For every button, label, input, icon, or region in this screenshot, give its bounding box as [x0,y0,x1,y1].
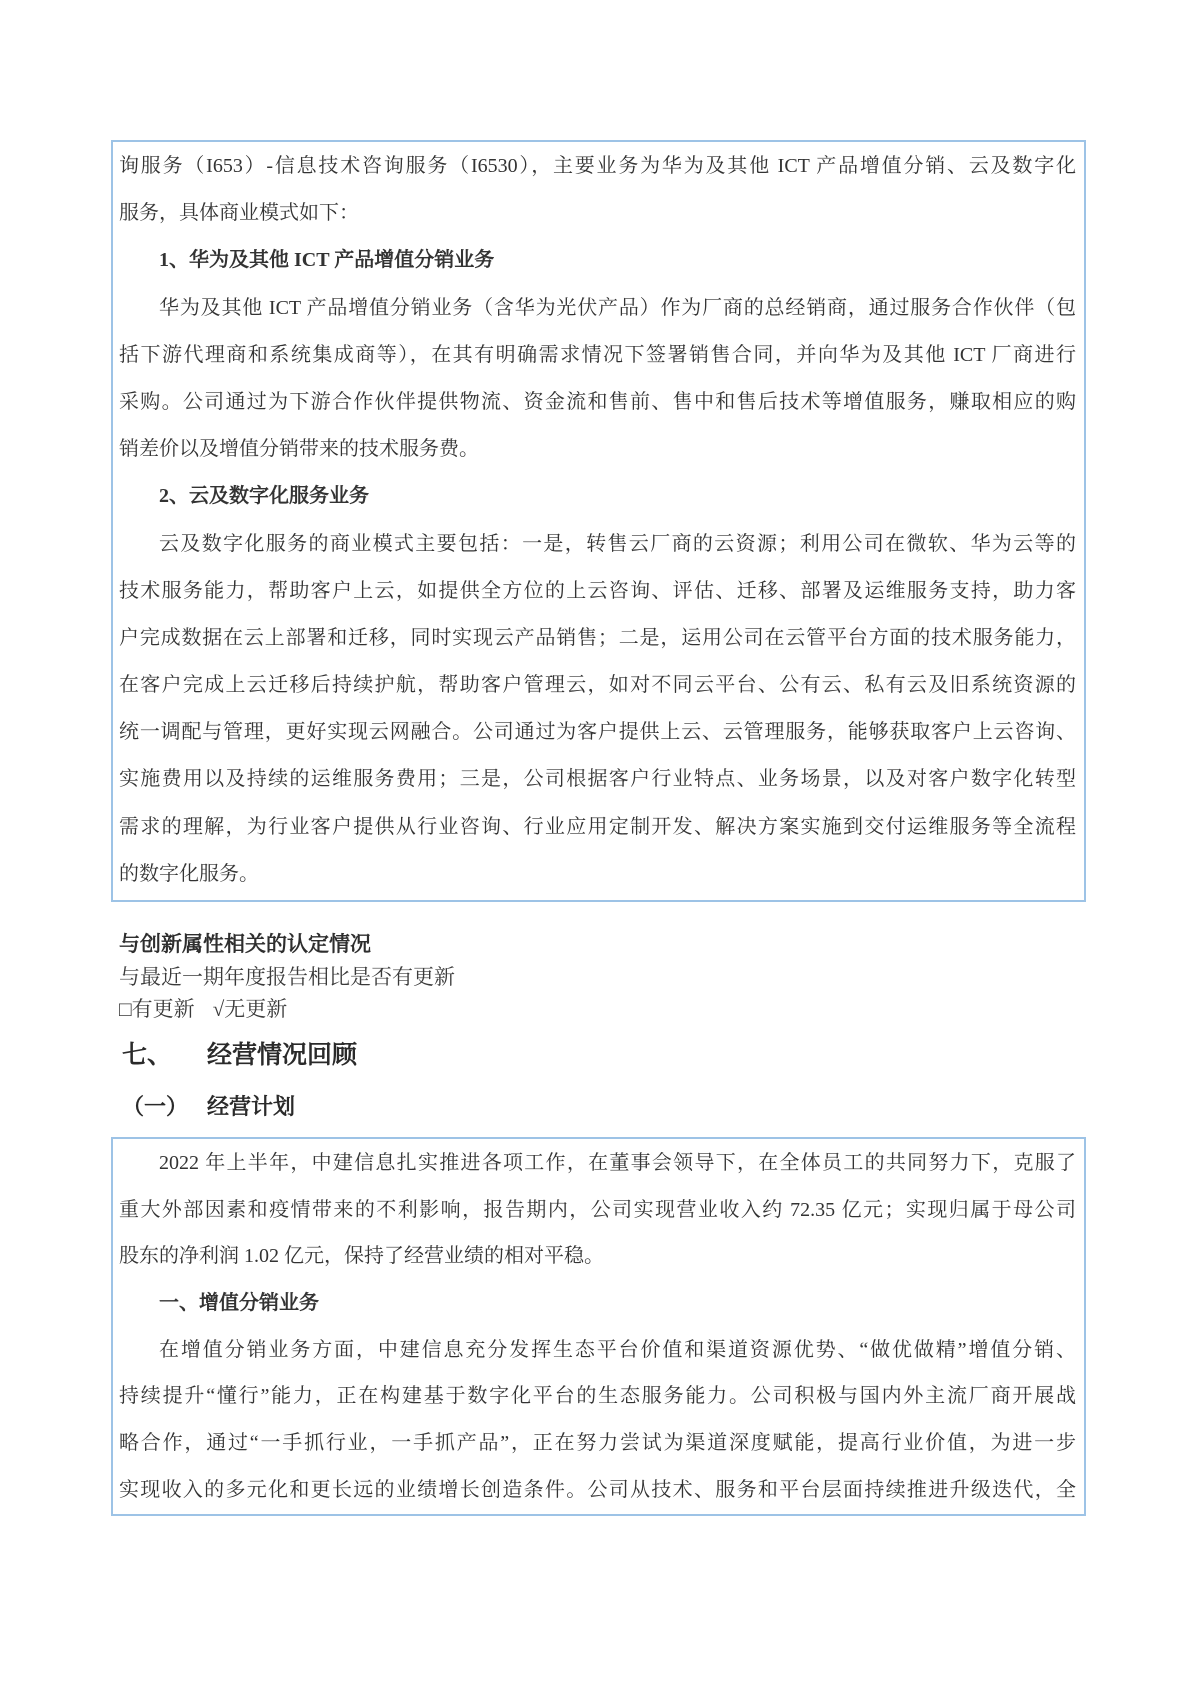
text-line: 1、华为及其他 ICT 产品增值分销业务 [159,249,495,272]
text-line: 在客户完成上云迁移后持续护航，帮助客户管理云，如对不同云平台、公有云、私有云及旧系统资源的 [119,674,1076,697]
checkbox-option-no-update: √无更新 [212,997,288,1021]
operating-review-box [111,1137,1086,1516]
text-line: 2022 年上半年，中建信息扎实推进各项工作，在董事会领导下，在全体员工的共同努力下，克服了 [159,1152,1076,1174]
text-line: 括下游代理商和系统集成商等），在其有明确需求情况下签署销售合同，并向华为及其他 ICT 厂商进行 [119,343,1076,366]
innovation-section-title: 与创新属性相关的认定情况 [119,933,371,956]
text-line: 股东的净利润 1.02 亿元，保持了经营业绩的相对平稳。 [119,1245,604,1268]
text-line: 持续提升“懂行”能力，正在构建基于数字化平台的生态服务能力。公司积极与国内外主流厂商开展战 [119,1385,1076,1408]
checkbox-option-has-update: □有更新 [119,997,195,1021]
innovation-update-options [119,998,287,1021]
text-line: 的数字化服务。 [119,862,259,885]
subsection-heading [122,1095,295,1119]
section-number: 七、 [122,1041,173,1069]
text-line: 服务，具体商业模式如下： [119,202,359,225]
text-line: 实施费用以及持续的运维服务费用；三是，公司根据客户行业特点、业务场景，以及对客户数字化转型 [119,768,1076,791]
section-heading [122,1042,357,1070]
text-line: 统一调配与管理，更好实现云网融合。公司通过为客户提供上云、云管理服务，能够获取客户上云咨询、 [119,721,1076,744]
subsection-title: 经营计划 [207,1094,296,1119]
text-line: 技术服务能力，帮助客户上云，如提供全方位的上云咨询、评估、迁移、部署及运维服务支持，助力客 [119,579,1076,602]
text-line: 实现收入的多元化和更长远的业绩增长创造条件。公司从技术、服务和平台层面持续推进升级迭代，全 [119,1478,1076,1501]
text-line: 需求的理解，为行业客户提供从行业咨询、行业应用定制开发、解决方案实施到交付运维服务等全流程 [119,815,1076,838]
text-line: 一、增值分销业务 [159,1292,319,1315]
innovation-update-question: 与最近一期年度报告相比是否有更新 [119,965,455,989]
text-line: 重大外部因素和疫情带来的不利影响，报告期内，公司实现营业收入约 72.35 亿元；实现归属于母公司 [119,1198,1076,1221]
text-line: 询服务（I653）-信息技术咨询服务（I6530），主要业务为华为及其他 ICT 产品增值分销、云及数字化 [119,155,1076,177]
subsection-number: （一） [122,1094,189,1119]
text-line: 在增值分销业务方面，中建信息充分发挥生态平台价值和渠道资源优势、“做优做精”增值分销、 [159,1338,1076,1361]
text-line: 云及数字化服务的商业模式主要包括：一是，转售云厂商的云资源；利用公司在微软、华为云等的 [159,532,1076,555]
business-model-box [111,140,1086,902]
text-line: 2、云及数字化服务业务 [159,485,369,508]
text-line: 户完成数据在云上部署和迁移，同时实现云产品销售；二是，运用公司在云管平台方面的技术服务能力， [119,626,1076,649]
text-line: 销差价以及增值分销带来的技术服务费。 [119,438,479,461]
text-line: 华为及其他 ICT 产品增值分销业务（含华为光伏产品）作为厂商的总经销商，通过服务合作伙伴（包 [159,296,1076,319]
section-title: 经营情况回顾 [207,1041,358,1069]
text-line: 采购。公司通过为下游合作伙伴提供物流、资金流和售前、售中和售后技术等增值服务，赚取相应的购 [119,390,1076,413]
text-line: 略合作，通过“一手抓行业，一手抓产品”，正在努力尝试为渠道深度赋能，提高行业价值，为进一步 [119,1432,1076,1455]
